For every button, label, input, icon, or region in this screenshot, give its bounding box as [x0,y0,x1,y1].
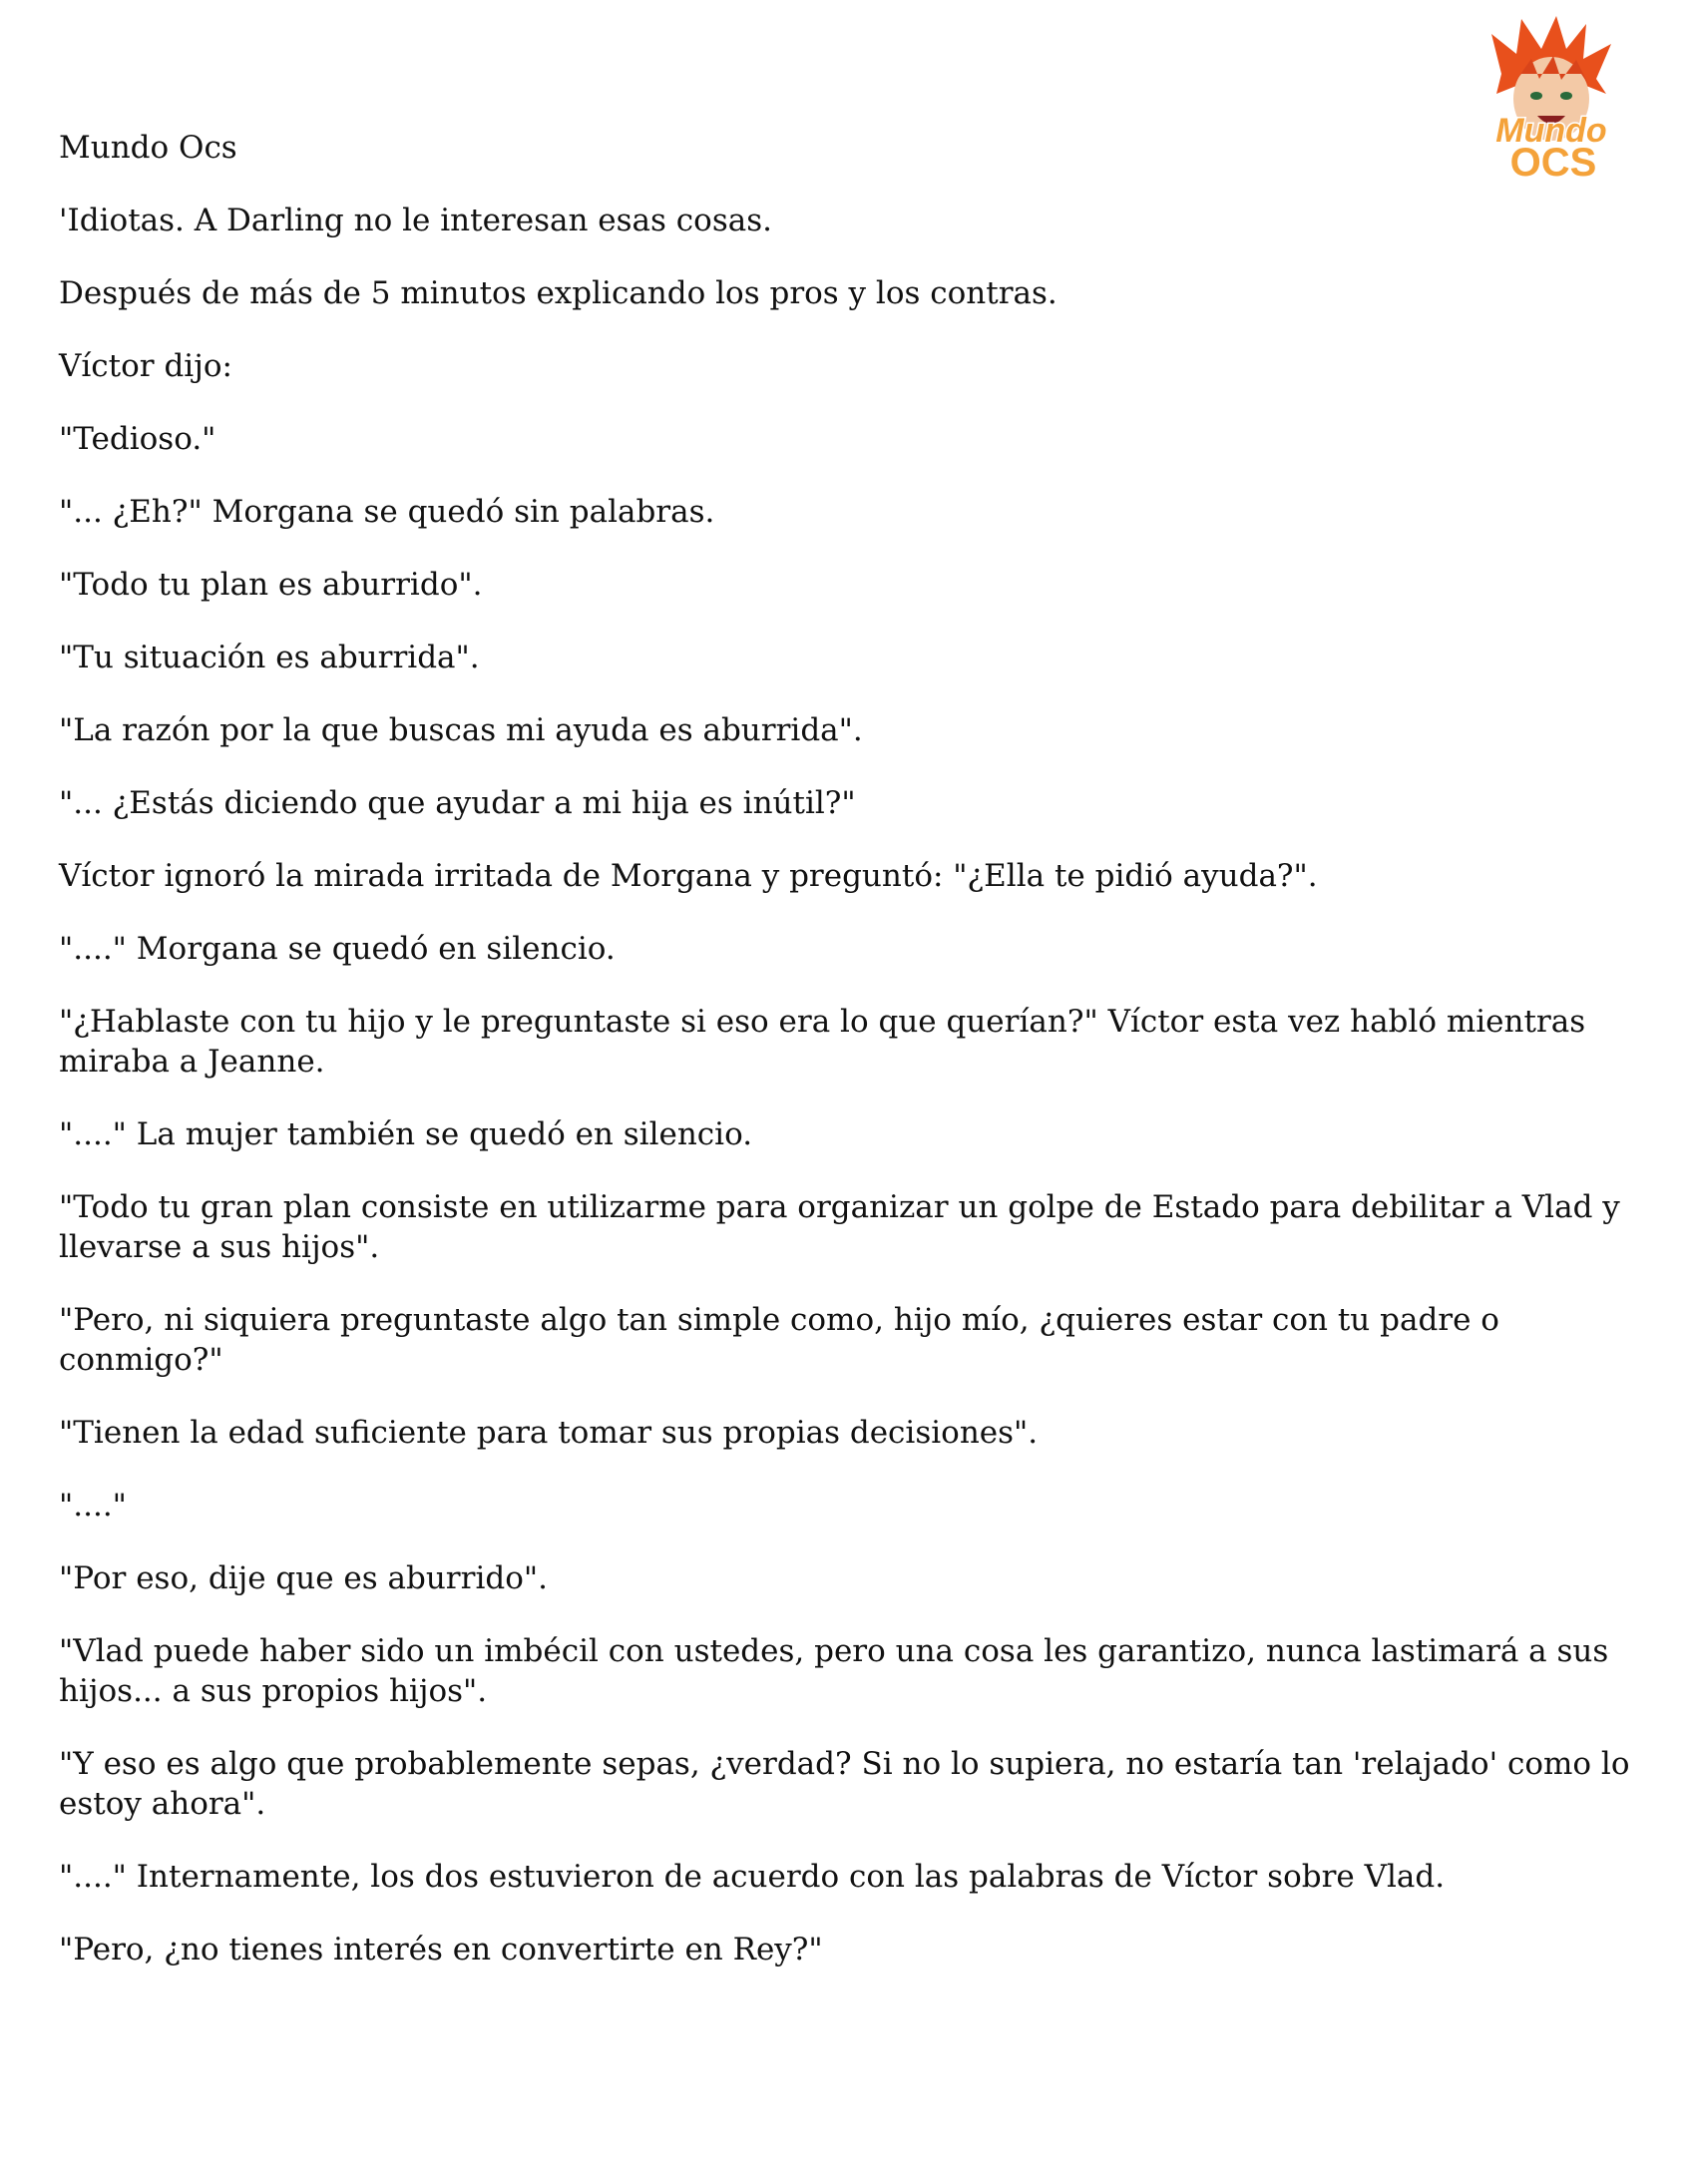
paragraph: "...." Morgana se quedó en silencio. [59,931,616,967]
paragraph: "Pero, ni siquiera preguntaste algo tan simple como, hijo mío, ¿quieres estar con tu padre o conmigo?" [59,1302,1499,1378]
logo-text-ocs: OCS [1509,141,1597,184]
paragraph: "¿Hablaste con tu hijo y le preguntaste si eso era lo que querían?" Víctor esta vez habló mientras miraba a Jeanne. [59,1004,1586,1080]
paragraph: "...." Internamente, los dos estuvieron de acuerdo con las palabras de Víctor sobre Vlad. [59,1859,1446,1895]
paragraph: "Tu situación es aburrida". [59,640,480,675]
paragraph: "La razón por la que buscas mi ayuda es aburrida". [59,712,863,748]
paragraph: "... ¿Estás diciendo que ayudar a mi hija es inútil?" [59,785,856,821]
paragraph-header: Mundo Ocs [59,130,237,166]
paragraph: "... ¿Eh?" Morgana se quedó sin palabras. [59,494,715,530]
paragraph: "Todo tu gran plan consiste en utilizarme para organizar un golpe de Estado para debilitar a Vlad y llevarse a sus hijos". [59,1189,1620,1265]
paragraph: 'Idiotas. A Darling no le interesan esas cosas. [59,203,772,238]
paragraph: Víctor dijo: [59,348,232,384]
paragraph: "Todo tu plan es aburrido". [59,567,483,603]
paragraph: Después de más de 5 minutos explicando los pros y los contras. [59,275,1057,311]
logo-text-mundo: Mundo [1495,112,1607,150]
paragraph: "Pero, ¿no tienes interés en convertirte en Rey?" [59,1932,823,1967]
paragraph: "Tedioso." [59,421,216,457]
paragraph: "Vlad puede haber sido un imbécil con ustedes, pero una cosa les garantizo, nunca lastimará a sus hijos... a sus propios hijos". [59,1633,1609,1709]
document-body [59,128,1645,2002]
paragraph: "Y eso es algo que probablemente sepas, ¿verdad? Si no lo supiera, no estaría tan 'relajado' como lo estoy ahora". [59,1746,1630,1822]
paragraph: "Tienen la edad suficiente para tomar sus propias decisiones". [59,1415,1039,1451]
paragraph: "Por eso, dije que es aburrido". [59,1560,548,1596]
paragraph: "...." La mujer también se quedó en silencio. [59,1116,753,1152]
paragraph: Víctor ignoró la mirada irritada de Morgana y preguntó: "¿Ella te pidió ayuda?". [59,858,1318,894]
paragraph: "...." [59,1488,127,1524]
